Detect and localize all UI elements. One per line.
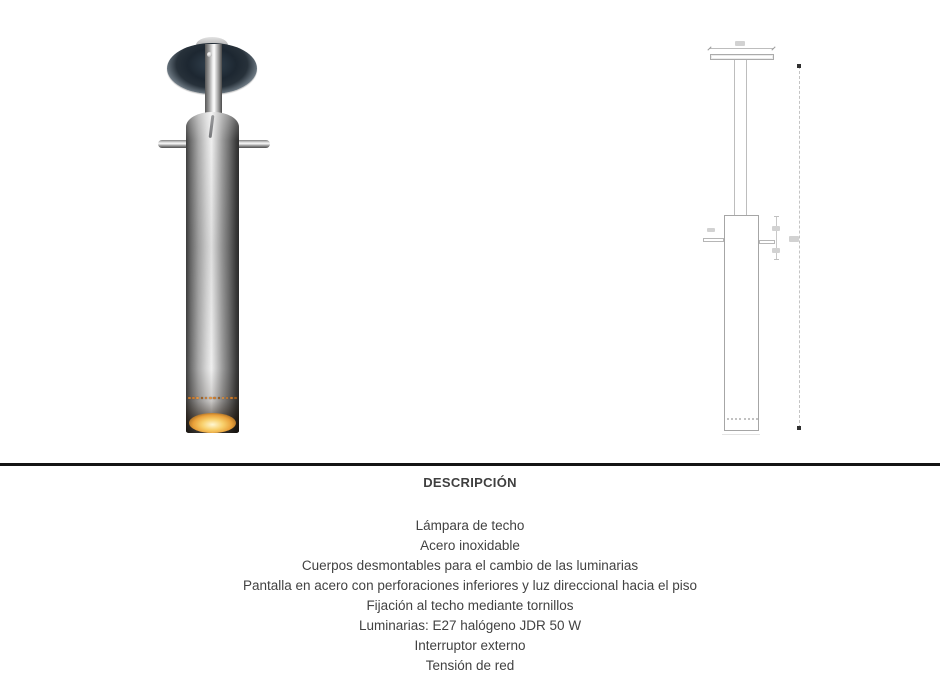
dimension-line-top [709,48,774,49]
description-line: Acero inoxidable [420,538,520,553]
lamp-light-glow [189,413,236,433]
drawing-perforation-dot [739,418,741,420]
dimension-endpoint-marker [797,426,801,430]
perforation-dot [222,397,225,400]
drawing-stem-line [734,60,735,215]
description-lines [0,516,940,676]
perforation-dot [226,397,229,400]
perforation-dot [230,397,233,400]
drawing-stem-line [746,60,747,215]
description-line: Pantalla en acero con perforaciones inferiores y luz direccional hacia el piso [242,578,697,593]
description-section [0,475,940,676]
dimension-label [735,41,745,46]
dimension-tick [774,216,779,217]
perforation-dot [205,397,208,400]
drawing-body-outline [724,215,759,431]
perforation-dot [218,397,221,400]
drawing-perforation-dot [748,418,750,420]
dimension-label [789,236,799,242]
drawing-base-shadow-line [722,434,760,435]
drawing-rod-left [703,238,724,242]
product-photo [0,0,400,460]
perforation-dot [234,397,237,400]
dimension-label [772,248,780,253]
section-divider [0,463,940,466]
technical-drawing [680,0,820,460]
description-line: Fijación al techo mediante tornillos [366,598,574,613]
description-heading: DESCRIPCIÓN [423,475,517,490]
dimension-endpoint-marker [797,64,801,68]
drawing-perforation-dot [756,418,758,420]
perforation-dot [209,397,212,400]
dimension-label [707,228,715,232]
dimension-tick [771,46,775,50]
description-line: Interruptor externo [414,638,526,653]
description-line: Lámpara de techo [415,518,525,533]
perforation-dot [188,397,191,400]
dimension-tick [774,259,779,260]
description-line: Luminarias: E27 halógeno JDR 50 W [358,618,582,633]
perforation-dot [192,397,195,400]
drawing-perforation-row [727,418,758,420]
dimension-label [772,226,780,231]
drawing-rod-right [759,240,775,244]
drawing-perforation-dot [727,418,729,420]
body-shading-overlay [186,112,239,433]
perforation-dot [201,397,204,400]
overall-height-dimension-line [799,66,800,428]
drawing-perforation-dot [744,418,746,420]
lamp-stem [205,44,222,116]
dimension-line-right [776,216,777,260]
perforation-dot [213,397,216,400]
perforation-row [188,396,237,400]
drawing-perforation-dot [731,418,733,420]
drawing-ceiling-plate [710,54,774,60]
lamp-body-cylinder [186,112,239,433]
description-line: Cuerpos desmontables para el cambio de las luminarias [301,558,639,573]
drawing-perforation-dot [752,418,754,420]
stem-screw [207,52,212,57]
description-line: Tensión de red [425,658,515,673]
perforation-dot [196,397,199,400]
drawing-perforation-dot [735,418,737,420]
